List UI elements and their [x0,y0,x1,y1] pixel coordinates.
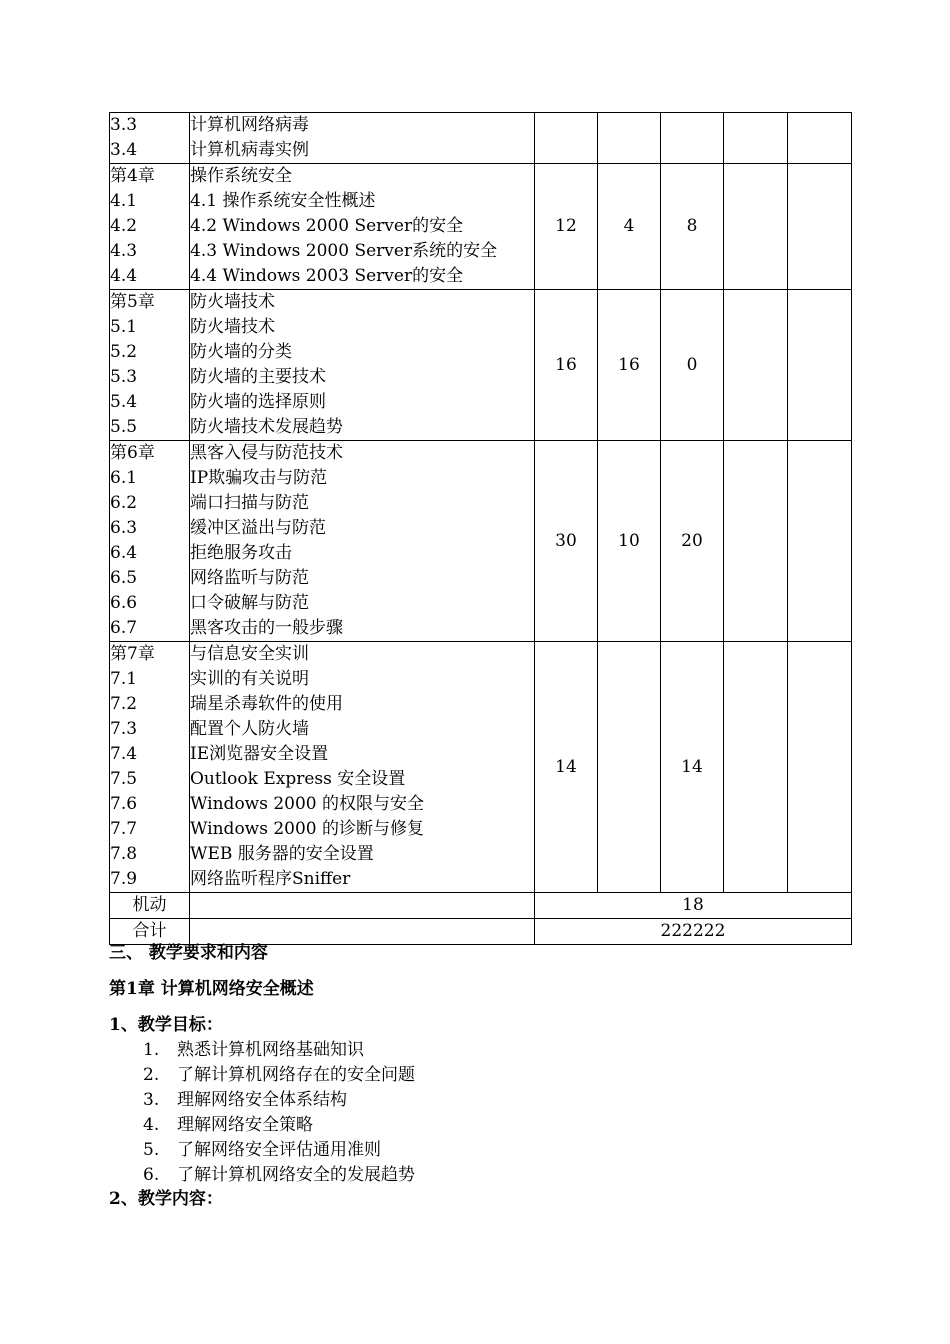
table-row [110,441,852,642]
chapter-code: 4.2 [110,216,138,236]
chapter-titles-cell [190,290,535,441]
goal-text: 了解网络安全评估通用准则 [177,1140,381,1160]
chapter-title: 4.4 Windows 2003 Server的安全 [190,266,464,286]
goals-heading: 1、教学目标： [109,1015,223,1035]
chapter-title: 防火墙技术发展趋势 [190,417,343,437]
summary-label: 合计 [110,919,190,945]
hours-cell-c1: 12 [535,164,598,290]
table-row [110,113,852,164]
summary-label: 机动 [110,893,190,919]
chapter-title: Windows 2000 的权限与安全 [190,794,425,814]
chapter-title: 瑞星杀毒软件的使用 [190,694,343,714]
summary-value: 222222 [535,919,852,945]
hours-cell-c2 [598,113,661,164]
hours-cell-c1: 16 [535,290,598,441]
chapter-title: 防火墙的选择原则 [190,392,326,412]
hours-cell-c1: 14 [535,642,598,893]
chapter-codes-cell [110,642,190,893]
chapter-code: 5.5 [110,417,138,437]
summary-empty-cell [190,893,535,919]
hours-cell-c5 [788,441,852,642]
hours-cell-c2 [598,642,661,893]
chapter-title: 4.2 Windows 2000 Server的安全 [190,216,464,236]
hours-cell-c5 [788,164,852,290]
chapter-code: 第6章 [110,443,155,463]
chapter-title: 4.1 操作系统安全性概述 [190,191,376,211]
chapter-title: Windows 2000 的诊断与修复 [190,819,425,839]
hours-cell-c3: 0 [661,290,724,441]
chapter-code: 7.4 [110,744,138,764]
goal-item [143,1113,313,1138]
hours-cell-c3 [661,113,724,164]
hours-cell-c2: 16 [598,290,661,441]
chapter-code: 第5章 [110,292,155,312]
chapter-code: 5.2 [110,342,138,362]
chapter-codes-cell [110,290,190,441]
chapter-code: 7.1 [110,669,138,689]
hours-cell-c4 [724,441,788,642]
table-row [110,164,852,290]
chapter-code: 4.1 [110,191,138,211]
chapter-title: 口令破解与防范 [190,593,309,613]
goal-number: 6. [143,1165,160,1185]
goal-number: 4. [143,1115,160,1135]
chapter-code: 5.1 [110,317,138,337]
section-heading: 三、 教学要求和内容 [109,943,268,963]
hours-cell-c2: 4 [598,164,661,290]
goal-item [143,1088,347,1113]
chapter-title: 防火墙技术 [190,292,275,312]
chapter-title: 端口扫描与防范 [190,493,309,513]
hours-cell-c4 [724,290,788,441]
chapter-codes-cell [110,164,190,290]
summary-value: 18 [535,893,852,919]
chapter-title: 计算机网络病毒 [190,115,309,135]
chapter-title: 黑客攻击的一般步骤 [190,618,343,638]
content-heading: 2、教学内容： [109,1189,223,1209]
table-body [110,113,852,945]
summary-row-jidong [110,893,852,919]
chapter-code: 5.3 [110,367,138,387]
chapter-titles-cell [190,164,535,290]
chapter-title: 网络监听与防范 [190,568,309,588]
chapter-code: 7.2 [110,694,138,714]
goal-item [143,1038,364,1063]
goal-item [143,1163,415,1188]
chapter-title: 4.3 Windows 2000 Server系统的安全 [190,241,498,261]
hours-cell-c3: 8 [661,164,724,290]
chapter-code: 6.4 [110,543,138,563]
chapter-heading: 第1章 计算机网络安全概述 [109,979,314,999]
hours-cell-c4 [724,113,788,164]
chapter-title: 计算机病毒实例 [190,140,309,160]
course-hours-table [109,112,852,945]
hours-cell-c3: 20 [661,441,724,642]
chapter-code: 7.6 [110,794,138,814]
hours-cell-c4 [724,642,788,893]
chapter-title: 操作系统安全 [190,166,292,186]
hours-cell-c1 [535,113,598,164]
chapter-codes-cell [110,441,190,642]
table-row [110,290,852,441]
hours-cell-c5 [788,642,852,893]
goal-item [143,1063,415,1088]
chapter-code: 7.9 [110,869,138,889]
chapter-code: 6.6 [110,593,138,613]
goal-text: 熟悉计算机网络基础知识 [177,1040,364,1060]
chapter-title: WEB 服务器的安全设置 [190,844,374,864]
goal-text: 理解网络安全体系结构 [177,1090,347,1110]
chapter-code: 6.2 [110,493,138,513]
chapter-code: 3.4 [110,140,138,160]
hours-cell-c3: 14 [661,642,724,893]
chapter-titles-cell [190,113,535,164]
chapter-code: 7.8 [110,844,138,864]
chapter-title: 网络监听程序Sniffer [190,869,351,889]
goal-item [143,1138,381,1163]
goal-text: 了解计算机网络存在的安全问题 [177,1065,415,1085]
hours-cell-c4 [724,164,788,290]
chapter-title: 防火墙技术 [190,317,275,337]
chapter-code: 第4章 [110,166,155,186]
chapter-title: 黑客入侵与防范技术 [190,443,343,463]
chapter-code: 7.3 [110,719,138,739]
chapter-title: 实训的有关说明 [190,669,309,689]
goal-number: 3. [143,1090,160,1110]
chapter-title: 配置个人防火墙 [190,719,309,739]
chapter-title: 防火墙的主要技术 [190,367,326,387]
hours-cell-c5 [788,113,852,164]
goal-number: 2. [143,1065,160,1085]
hours-cell-c1: 30 [535,441,598,642]
chapter-title: IE浏览器安全设置 [190,744,329,764]
goal-text: 了解计算机网络安全的发展趋势 [177,1165,415,1185]
chapter-title: IP欺骗攻击与防范 [190,468,328,488]
chapter-code: 4.4 [110,266,138,286]
chapter-code: 7.7 [110,819,138,839]
goal-number: 1. [143,1040,160,1060]
goal-number: 5. [143,1140,160,1160]
chapter-code: 5.4 [110,392,138,412]
chapter-codes-cell [110,113,190,164]
chapter-code: 4.3 [110,241,138,261]
chapter-title: 拒绝服务攻击 [190,543,292,563]
chapter-code: 6.5 [110,568,138,588]
chapter-code: 6.7 [110,618,138,638]
chapter-titles-cell [190,642,535,893]
chapter-code: 6.3 [110,518,138,538]
table-row [110,642,852,893]
hours-cell-c2: 10 [598,441,661,642]
chapter-code: 6.1 [110,468,138,488]
chapter-title: 与信息安全实训 [190,644,309,664]
chapter-title: 缓冲区溢出与防范 [190,518,326,538]
chapter-code: 第7章 [110,644,155,664]
chapter-code: 7.5 [110,769,138,789]
chapter-code: 3.3 [110,115,138,135]
chapter-titles-cell [190,441,535,642]
hours-cell-c5 [788,290,852,441]
chapter-title: Outlook Express 安全设置 [190,769,406,789]
chapter-title: 防火墙的分类 [190,342,292,362]
goal-text: 理解网络安全策略 [177,1115,313,1135]
